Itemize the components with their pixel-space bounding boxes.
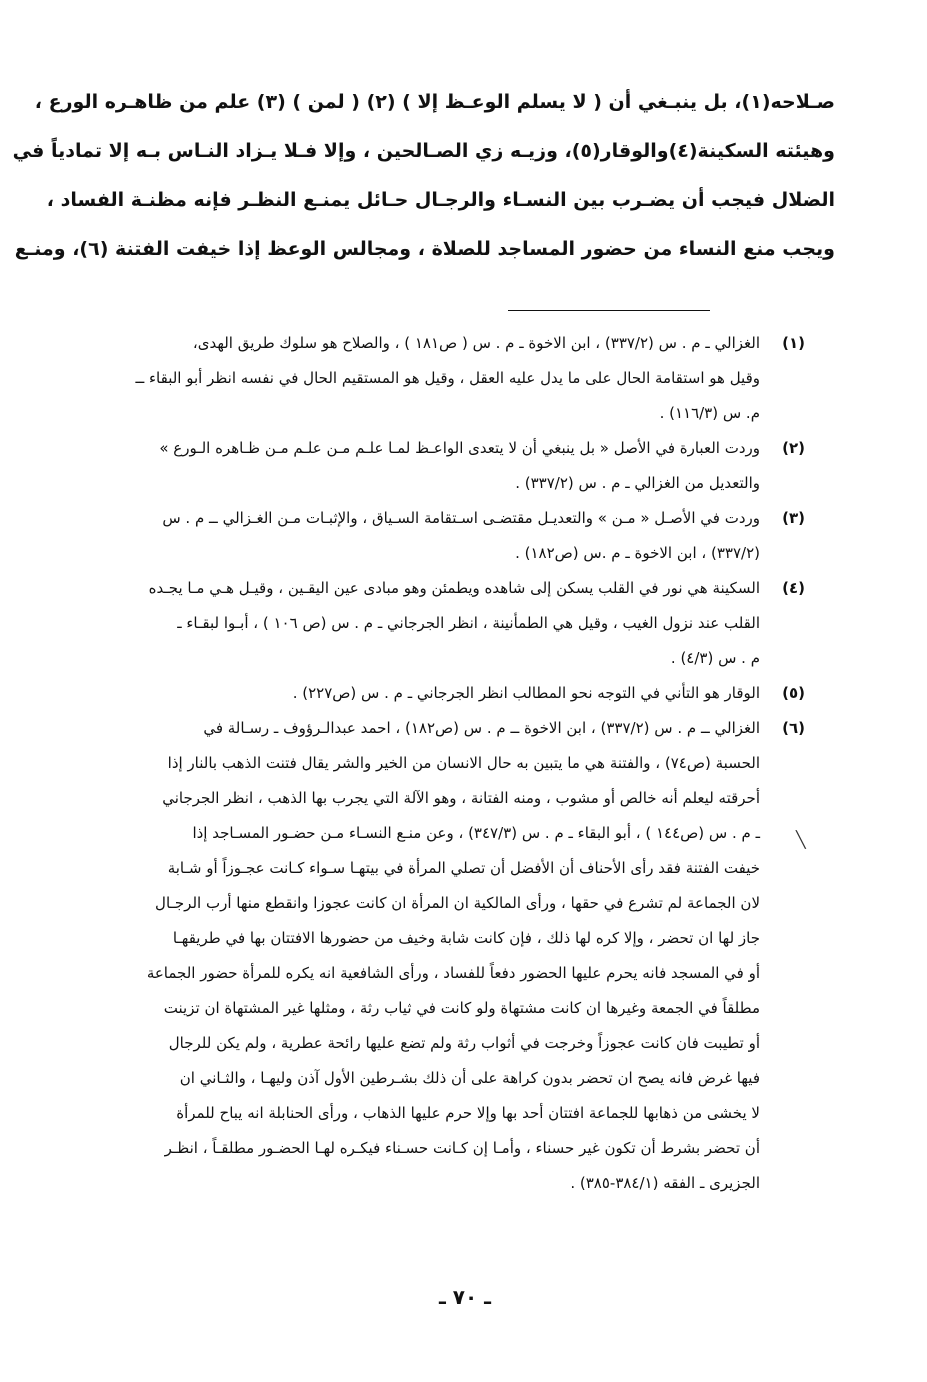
footnote-1 [60, 326, 805, 431]
footnote-line: أن تحضر بشرط أن تكون غير حسناء ، وأمـا إن كـانت حسـناء فيكـره لهـا الحضـور مطلقـاً ، انظـر [164, 1139, 760, 1157]
main-text-line: وهيئته السكينة(٤)والوقار(٥)، وزيـه زي الصـالحين ، وإلا فـلا يـزاد النـاس بـه إلا تمادياً في [12, 140, 835, 162]
footnote-line: أو تطيبت فان كانت عجوزاً وخرجت في أثواب رثة ولم تضع عليها رائحة عطرية ، ولم يكن للرجال [168, 1034, 760, 1052]
footnote-line: م . س (٤/٣) . [670, 649, 760, 667]
footnote-number: (٢) [782, 439, 805, 457]
footnote-line: القلب عند نزول الغيب ، وقيل هي الطمأنينة ، انظر الجرجاني ـ م . س (ص ١٠٦ ) ، أبـوا لبقـاء ـ [177, 614, 760, 632]
margin-tick-mark: ╲ [796, 830, 806, 849]
footnote-6 [60, 711, 805, 1201]
footnote-number: (٦) [782, 719, 805, 737]
main-text-line: ويجب منع النساء من حضور المساجد للصلاة ، ومجالس الوعظ إذا خيفت الفتنة (٦)، ومنـع [14, 238, 835, 260]
footnote-line: الحسبة (ص٧٤) ، والفتنة هي ما يتبين به حال الانسان من الخير والشر يقال فتنت الذهب بالنار إذا [167, 754, 760, 772]
footnote-number: (٥) [782, 684, 805, 702]
footnote-line: أحرقته ليعلم أنه خالص أو مشوب ، ومنه الفتانة ، وهو الآلة التي يجرب بها الذهب ، انظر الجرجاني [162, 789, 760, 807]
footnote-4 [60, 571, 805, 676]
footnote-2 [60, 431, 805, 501]
footnote-line: الغزالي ـ م . س (٣٣٧/٢) ، ابن الاخوة ـ م . س ( ص١٨١ ) ، والصلاح هو سلوك طريق الهدى، [192, 334, 760, 352]
footnote-line: وردت في الأصـل « مـن » والتعديـل مقتضـى اسـتقامة السـياق ، والإثبـات مـن الغـزالي ــ م . س [162, 509, 760, 527]
footnote-line: الغزالي ــ م . س (٣٣٧/٢) ، ابن الاخوة ــ م . س (ص١٨٢) ، احمد عبدالـرؤوف ـ رسـالة في [203, 719, 760, 737]
footnote-number: (٣) [782, 509, 805, 527]
main-text-block [12, 78, 835, 274]
footnote-line: الجزيرى ـ الفقه (٣٨٤/١-٣٨٥) . [570, 1174, 760, 1192]
footnote-line: مطلقاً في الجمعة وغيرها ان كانت مشتهاة ولو كانت في ثياب رثة ، ومثلها غير المشتهاة ان تزينت [163, 999, 760, 1017]
footnote-number: (٤) [782, 579, 805, 597]
page-number: ـ ٧٠ ـ [438, 1285, 492, 1309]
footnote-3 [60, 501, 805, 571]
footnote-line: ـ م . س (ص١٤٤ ) ، أبو البقاء ـ م . س (٣٤٧/٣) ، وعن منـع النسـاء مـن حضـور المسـاجد إذا [192, 824, 760, 842]
footnote-number: (١) [782, 334, 805, 352]
footnote-line: خيفت الفتنة فقد رأى الأحناف أن الأفضل أن تصلي المرأة في بيتهـا سـواء كـانت عجـوزاً أو شـابة [167, 859, 760, 877]
footnote-line: لا يخشى من ذهابها للجماعة افتتان أحد بها وإلا حرم عليها الذهاب ، ورأى الحنابلة انه يباح للمرأة [176, 1104, 760, 1122]
footnote-line: فيها غرض فانه يصح ان تحضر بدون كراهة على أن ذلك بشـرطين الأول آذن وليهـا ، والثـاني ان [179, 1069, 760, 1087]
footnote-line: الوقار هو التأني في التوجه نحو المطالب انظر الجرجاني ـ م . س (ص٢٢٧) . [292, 684, 760, 702]
footnote-5 [60, 676, 805, 711]
footnote-line: جاز لها ان تحضر ، وإلا كره لها ذلك ، فإن كانت شابة وخيف من حضورها الافتتان بها في طريقهـا [172, 929, 760, 947]
footnote-line: أو في المسجد فانه يحرم عليها الحضور دفعاً للفساد ، ورأى الشافعية انه يكره للمرأة حضور الجماعة [146, 964, 760, 982]
footnote-line: والتعديل من الغزالي ـ م . س (٣٣٧/٢) . [515, 474, 760, 492]
main-text-line: الضلال فيجب أن يضـرب بين النسـاء والرجـال حـائل يمنـع النظـر فإنه مظنـة الفساد ، [46, 189, 835, 211]
footnote-line: لان الجماعة لم تشرع في حقها ، ورأى المالكية ان المرأة ان كانت عجوزا وانقطع منها أرب الرجـال [155, 894, 760, 912]
main-text-line: صـلاحه(١)، بل ينبـغي أن ( لا يسلم الوعـظ إلا ) (٢) ( لمن ) (٣) علم من ظاهـره الورع ، [34, 91, 835, 113]
footnote-line: السكينة هي نور في القلب يسكن إلى شاهده ويطمئن وهو مبادى عين اليقـين ، وقيـل هـي مـا يجـده [148, 579, 760, 597]
footnote-line: وردت العبارة في الأصل « بل ينبغي أن لا يتعدى الواعـظ لمـا علـم مـن علـم مـن ظـاهره الـورع » [159, 439, 760, 457]
footnote-separator-rule [508, 310, 710, 311]
footnote-line: م. س (١١٦/٣) . [659, 404, 760, 422]
footnote-line: (٣٣٧/٢) ، ابن الاخوة ـ م .س (ص١٨٢) . [515, 544, 760, 562]
footnote-line: وقيل هو استقامة الحال على ما يدل عليه العقل ، وقيل هو المستقيم الحال في نفسه انظر أبو البقاء ــ [135, 369, 760, 387]
footnotes-section [60, 326, 805, 1201]
